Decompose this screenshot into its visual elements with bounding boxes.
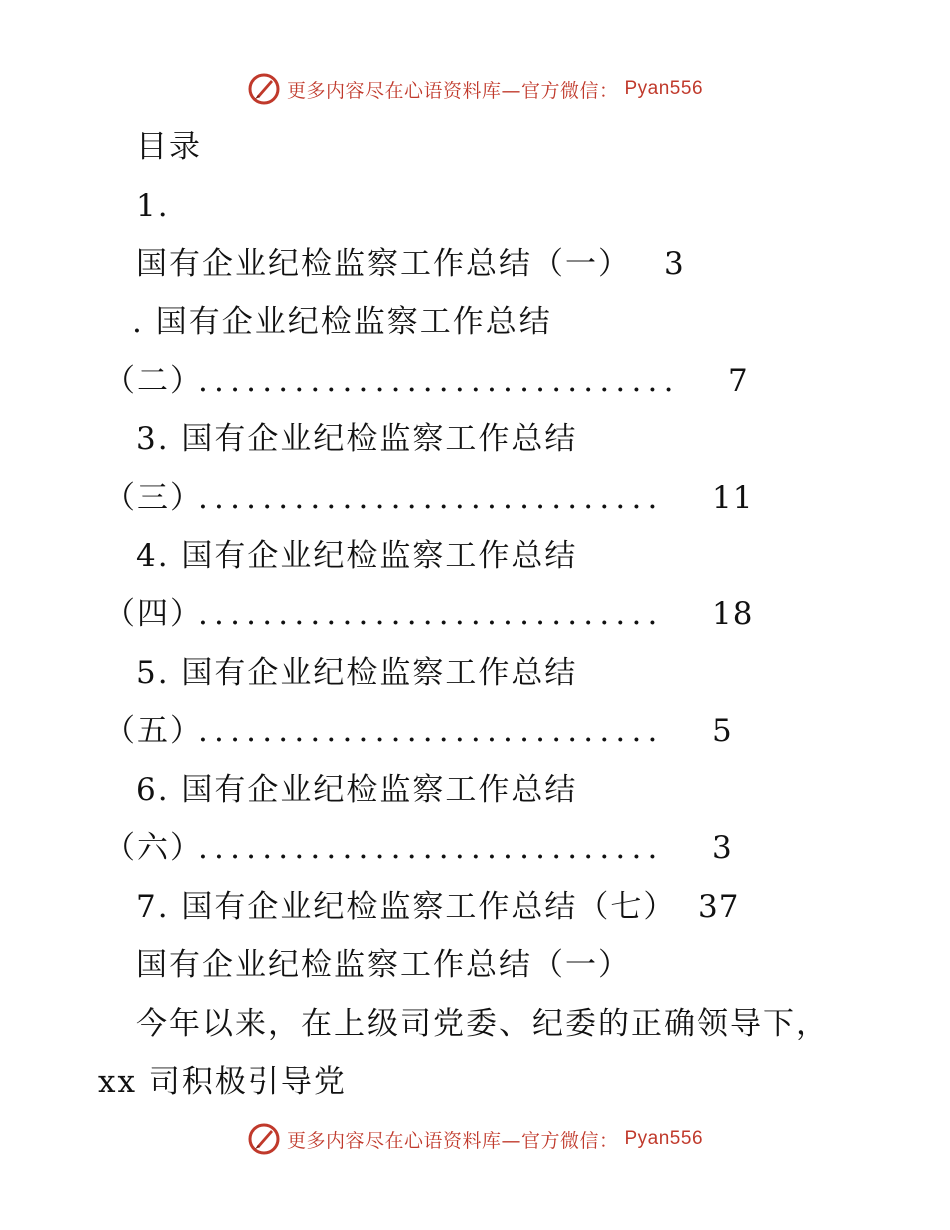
toc-item-1-title: 国有企业纪检监察工作总结（一） [136,246,631,282]
toc-item-4-page: 18 [712,596,754,632]
toc-item-2-title: . 国有企业纪检监察工作总结 [132,304,552,340]
toc-item-2-page: 7 [728,363,749,399]
toc-item-6-title: 6. 国有企业纪检监察工作总结 [136,772,578,808]
body-paragraph-line-1: 今年以来，在上级司党委、纪委的正确领导下， [136,1006,829,1042]
watermark-text: 更多内容尽在心语资料库—官方微信： [286,1129,619,1152]
toc-item-6-suffix: （六） [104,830,203,866]
toc-item-2-suffix: （二） [104,363,203,399]
toc-item-7-page: 37 [698,889,740,925]
toc-item-3-page: 11 [712,480,754,516]
toc-item-2-leader: .............................. [198,363,680,399]
watermark-wechat-id: Pyan556 [624,78,704,99]
toc-item-4-leader: ............................. [198,596,664,632]
watermark-wechat-id: Pyan556 [624,1128,704,1149]
toc-item-4-suffix: （四） [104,596,203,632]
toc-item-6-leader: ............................. [198,830,664,866]
toc-item-3-suffix: （三） [104,480,203,516]
toc-item-4-title: 4. 国有企业纪检监察工作总结 [136,538,578,574]
toc-heading: 目录 [136,129,202,165]
toc-item-5-page: 5 [712,713,733,749]
toc-item-1-page: 3 [664,246,685,282]
watermark-text: 更多内容尽在心语资料库—官方微信： [286,79,619,102]
quill-logo-icon [247,72,281,106]
toc-item-5-suffix: （五） [104,713,203,749]
quill-logo-icon [247,1122,281,1156]
watermark-footer [0,1122,950,1156]
toc-item-7-title: 7. 国有企业纪检监察工作总结（七） [136,889,677,925]
toc-item-5-leader: ............................. [198,713,664,749]
watermark-header [0,72,950,106]
body-paragraph-line-2: xx 司积极引导党 [98,1064,347,1100]
toc-item-3-title: 3. 国有企业纪检监察工作总结 [136,421,578,457]
toc-item-1-number: 1. [136,188,170,224]
section-title: 国有企业纪检监察工作总结（一） [136,947,631,983]
toc-item-3-leader: ............................. [198,480,664,516]
toc-item-5-title: 5. 国有企业纪检监察工作总结 [136,655,578,691]
toc-item-6-page: 3 [712,830,733,866]
